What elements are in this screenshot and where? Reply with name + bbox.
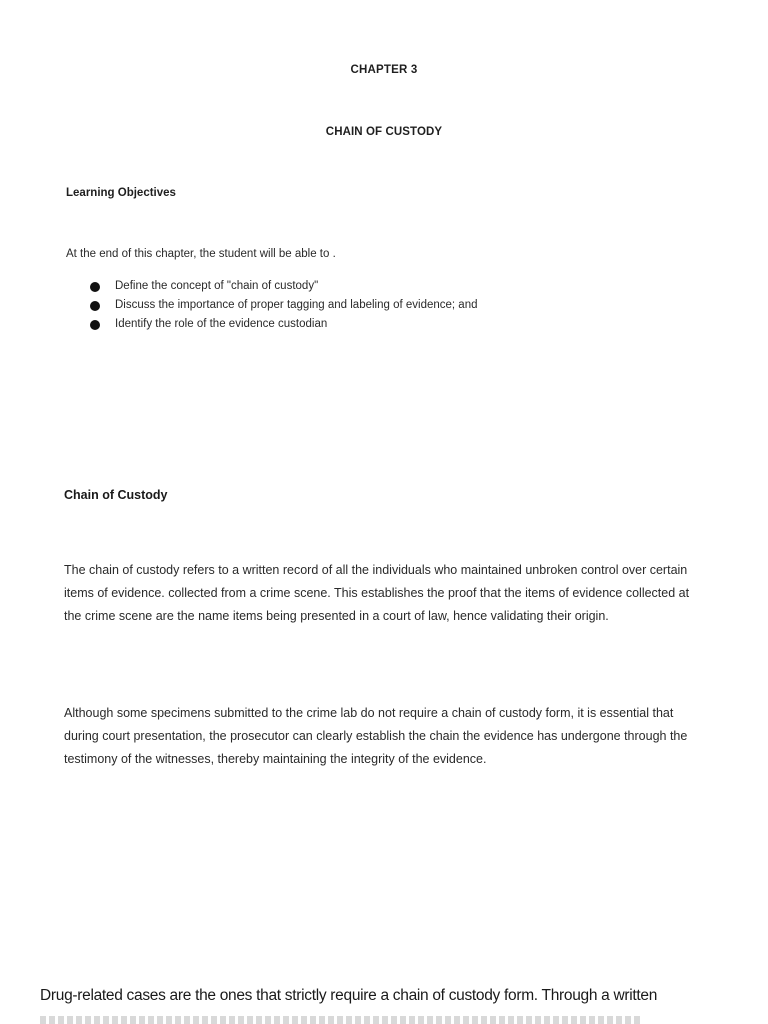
learning-objectives-heading: Learning Objectives [66, 187, 176, 199]
objective-text: Define the concept of "chain of custody" [115, 280, 319, 292]
bullet-icon [90, 301, 100, 311]
objective-text: Identify the role of the evidence custodian [115, 318, 328, 330]
bullet-icon [90, 282, 100, 292]
bullet-icon [90, 320, 100, 330]
list-item [90, 277, 477, 296]
list-item [90, 315, 477, 334]
chapter-label: CHAPTER 3 [350, 64, 418, 76]
paragraph: Although some specimens submitted to the crime lab do not require a chain of custody form, it is essential that during court presentation, the prosecutor can clearly establish the chain the evidence has undergone through the testimony of the witnesses, thereby maintaining the integrity of the evidence. [64, 706, 688, 766]
objective-text: Discuss the importance of proper tagging and labeling of evidence; and [115, 299, 478, 311]
paragraph: The chain of custody refers to a written record of all the individuals who maintained unbroken control over certain items of evidence. collected from a crime scene. This establishes the proof that the items of evidence collected at the crime scene are the name items being presented in a court of law, hence validating their origin. [64, 563, 690, 623]
objectives-list [90, 277, 477, 334]
chapter-title: CHAIN OF CUSTODY [325, 126, 443, 138]
continued-paragraph: Drug-related cases are the ones that strictly require a chain of custody form. Through a written [40, 987, 658, 1004]
objectives-intro: At the end of this chapter, the student will be able to . [66, 248, 336, 260]
cut-off-text-line [40, 1016, 640, 1024]
list-item [90, 296, 477, 315]
section-heading: Chain of Custody [64, 488, 168, 502]
